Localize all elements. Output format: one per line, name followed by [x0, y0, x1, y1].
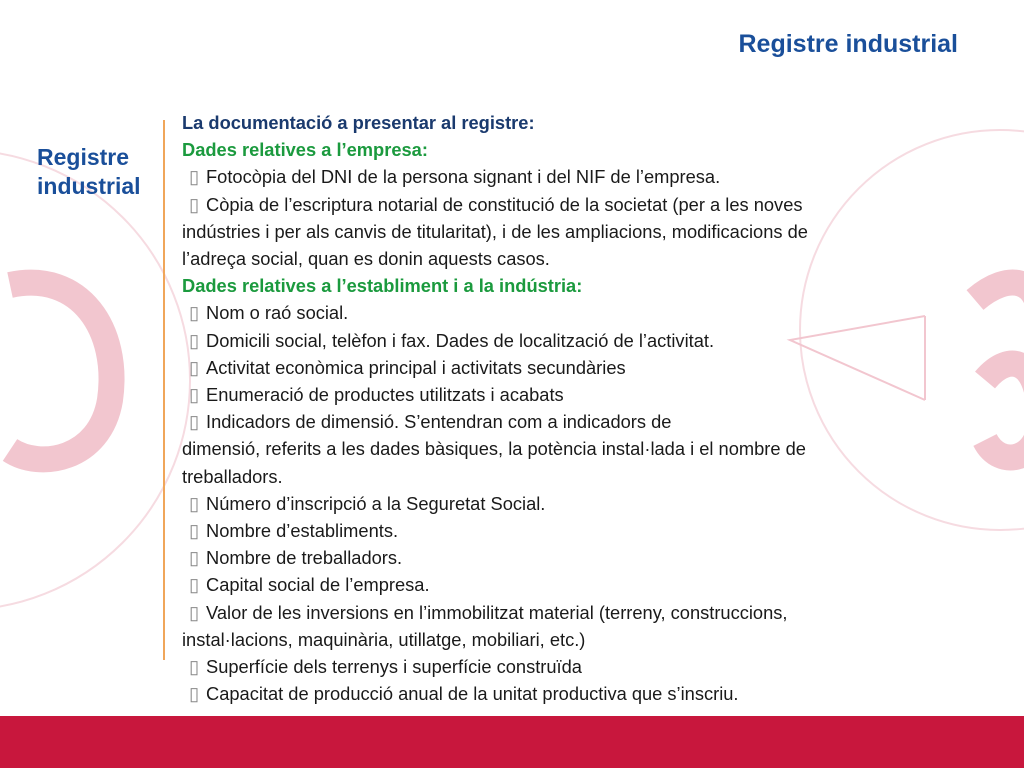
list-item — [182, 327, 982, 354]
section-heading — [182, 109, 982, 136]
line-text: l’adreça social, quan es donin aquests casos. — [182, 248, 550, 270]
line-text: Dades relatives a l’establiment i a la indústria: — [182, 275, 583, 297]
line-text: Fotocòpia del DNI de la persona signant i del NIF de l’empresa. — [206, 166, 721, 188]
bullet-icon: ▯ — [188, 329, 200, 351]
vertical-divider — [163, 120, 165, 660]
list-item — [182, 408, 982, 435]
list-item — [182, 463, 982, 490]
list-item — [182, 435, 982, 462]
side-title-line-1: Registre — [37, 144, 130, 170]
line-text: Nom o raó social. — [206, 302, 349, 324]
line-text: Còpia de l’escriptura notarial de constitució de la societat (per a les noves — [206, 193, 803, 215]
bullet-icon: ▯ — [188, 411, 200, 433]
bullet-icon: ▯ — [188, 520, 200, 542]
line-text: Indicadors de dimensió. S’entendran com a indicadors de — [206, 411, 672, 433]
list-item — [182, 571, 982, 598]
bullet-icon: ▯ — [188, 356, 200, 378]
bullet-icon: ▯ — [188, 547, 200, 569]
bullet-icon: ▯ — [188, 384, 200, 406]
list-item — [182, 163, 982, 190]
list-item — [182, 517, 982, 544]
bullet-icon: ▯ — [188, 302, 200, 324]
list-item — [182, 544, 982, 571]
line-text: Enumeració de productes utilitzats i acabats — [206, 384, 564, 406]
bullet-icon: ▯ — [188, 574, 200, 596]
line-text: indústries i per als canvis de titularitat), i de les ampliacions, modificacions de — [182, 220, 808, 242]
bullet-icon: ▯ — [188, 492, 200, 514]
list-item — [182, 299, 982, 326]
list-item — [182, 653, 982, 680]
list-item — [182, 490, 982, 517]
line-text: dimensió, referits a les dades bàsiques, la potència instal·lada i el nombre de — [182, 438, 806, 460]
line-text: Dades relatives a l’empresa: — [182, 139, 428, 161]
bottom-bar — [0, 716, 1024, 768]
list-item — [182, 599, 982, 626]
line-text: Valor de les inversions en l’immobilitzat material (terreny, construccions, — [206, 601, 788, 623]
line-text: Número d’inscripció a la Seguretat Social. — [206, 492, 546, 514]
line-text: La documentació a presentar al registre: — [182, 112, 535, 133]
list-item — [182, 354, 982, 381]
bullet-icon: ▯ — [188, 193, 200, 215]
side-title — [37, 143, 157, 201]
line-text: instal·lacions, maquinària, utillatge, mobiliari, etc.) — [182, 628, 586, 650]
bullet-icon: ▯ — [188, 683, 200, 705]
line-text: Activitat econòmica principal i activitats secundàries — [206, 356, 626, 378]
line-text: Capital social de l’empresa. — [206, 574, 430, 596]
side-title-line-2: industrial — [37, 173, 141, 199]
line-text: Domicili social, telèfon i fax. Dades de localització de l’activitat. — [206, 329, 715, 351]
bullet-icon: ▯ — [188, 166, 200, 188]
line-text: Nombre d’establiments. — [206, 520, 399, 542]
section-heading — [182, 272, 982, 299]
line-text: Superfície dels terrenys i superfície construïda — [206, 656, 582, 678]
section-heading — [182, 136, 982, 163]
line-text: Capacitat de producció anual de la unitat productiva que s’inscriu. — [206, 683, 739, 705]
list-item — [182, 218, 982, 245]
document-body — [182, 109, 982, 707]
bullet-icon: ▯ — [188, 601, 200, 623]
list-item — [182, 680, 982, 707]
line-text: treballadors. — [182, 465, 283, 487]
line-text: Nombre de treballadors. — [206, 547, 403, 569]
slide-title: Registre industrial — [738, 30, 958, 58]
list-item — [182, 245, 982, 272]
list-item — [182, 191, 982, 218]
bullet-icon: ▯ — [188, 656, 200, 678]
list-item — [182, 381, 982, 408]
list-item — [182, 626, 982, 653]
